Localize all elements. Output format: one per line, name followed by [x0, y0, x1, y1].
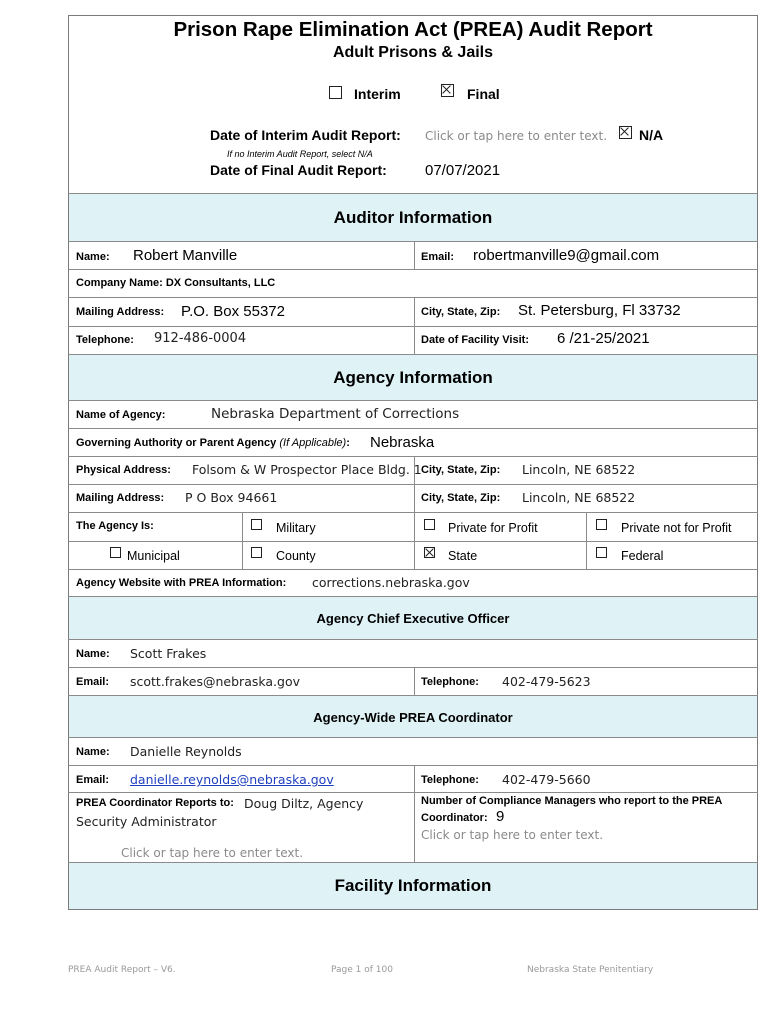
- coordinator-telephone-label: Telephone:: [421, 774, 479, 786]
- type-federal-checkbox[interactable]: [596, 547, 607, 558]
- footer-page-number: Page 1 of 100: [331, 965, 393, 975]
- agency-mailing-label: Mailing Address:: [76, 492, 165, 504]
- report-subtitle: Adult Prisons & Jails: [332, 44, 494, 61]
- coordinator-telephone[interactable]: 402-479-5660: [502, 772, 591, 787]
- coordinator-reports-to-label: PREA Coordinator Reports to:: [76, 797, 234, 809]
- coordinator-email-label: Email:: [76, 774, 110, 786]
- type-municipal-checkbox[interactable]: [110, 547, 121, 558]
- coordinator-reports-to-line1[interactable]: Doug Diltz, Agency: [244, 796, 364, 811]
- final-checkbox[interactable]: [441, 84, 454, 97]
- coordinator-email-link[interactable]: danielle.reynolds@nebraska.gov: [130, 772, 334, 787]
- agency-website[interactable]: corrections.nebraska.gov: [312, 575, 470, 590]
- na-label: N/A: [639, 127, 664, 143]
- agency-physical-csz[interactable]: Lincoln, NE 68522: [522, 462, 636, 477]
- ceo-telephone-label: Telephone:: [421, 676, 479, 688]
- managers-count[interactable]: 9: [496, 808, 505, 825]
- agency-mailing-csz[interactable]: Lincoln, NE 68522: [522, 490, 636, 505]
- type-federal-label: Federal: [621, 549, 664, 563]
- auditor-telephone[interactable]: 912-486-0004: [154, 331, 247, 346]
- auditor-csz-label: City, State, Zip:: [421, 306, 501, 318]
- auditor-name[interactable]: Robert Manville: [133, 247, 238, 264]
- agency-is-label: The Agency Is:: [76, 520, 154, 532]
- type-military-label: Military: [276, 521, 316, 535]
- agency-name[interactable]: Nebraska Department of Corrections: [211, 406, 460, 422]
- agency-physical-csz-label: City, State, Zip:: [421, 464, 501, 476]
- coordinator-reports-to-line2[interactable]: Security Administrator: [76, 814, 217, 829]
- coordinator-name[interactable]: Danielle Reynolds: [130, 744, 242, 759]
- report-title: Prison Rape Elimination Act (PREA) Audit Report: [173, 18, 653, 41]
- type-private-nonprofit-label: Private not for Profit: [621, 521, 732, 535]
- interim-note: If no Interim Audit Report, select N/A: [227, 149, 373, 159]
- ceo-section-title: Agency Chief Executive Officer: [316, 611, 510, 626]
- type-county-label: County: [276, 549, 316, 563]
- auditor-mailing[interactable]: P.O. Box 55372: [181, 303, 285, 320]
- agency-mailing[interactable]: P O Box 94661: [185, 490, 278, 505]
- auditor-email-label: Email:: [421, 251, 455, 263]
- interim-date-field[interactable]: Click or tap here to enter text.: [425, 129, 608, 143]
- agency-governing-note: (If Applicable): [279, 437, 347, 449]
- type-private-nonprofit-checkbox[interactable]: [596, 519, 607, 530]
- final-label: Final: [467, 86, 500, 102]
- managers-label-line1: Number of Compliance Managers who report to the PREA: [421, 795, 723, 807]
- type-county-checkbox[interactable]: [251, 547, 262, 558]
- final-date-label: Date of Final Audit Report:: [210, 162, 387, 178]
- agency-governing[interactable]: Nebraska: [370, 434, 435, 451]
- auditor-mailing-label: Mailing Address:: [76, 306, 165, 318]
- type-state-checkbox[interactable]: [424, 547, 435, 558]
- agency-governing-row: Governing Authority or Parent Agency (If Applicable):: [76, 437, 350, 449]
- interim-label: Interim: [354, 86, 401, 102]
- facility-section-title: Facility Information: [334, 876, 492, 895]
- interim-date-label: Date of Interim Audit Report:: [210, 127, 401, 143]
- agency-website-label: Agency Website with PREA Information:: [76, 577, 287, 589]
- agency-physical[interactable]: Folsom & W Prospector Place Bldg. 1: [192, 462, 422, 477]
- final-date-value[interactable]: 07/07/2021: [425, 162, 501, 179]
- auditor-visit[interactable]: 6 /21-25/2021: [557, 330, 650, 347]
- type-private-profit-checkbox[interactable]: [424, 519, 435, 530]
- coordinator-reports-placeholder[interactable]: Click or tap here to enter text.: [121, 846, 304, 860]
- auditor-name-label: Name:: [76, 251, 110, 263]
- coordinator-name-label: Name:: [76, 746, 110, 758]
- coordinator-section-title: Agency-Wide PREA Coordinator: [313, 710, 513, 725]
- auditor-csz[interactable]: St. Petersburg, Fl 33732: [518, 302, 681, 319]
- type-private-profit-label: Private for Profit: [448, 521, 538, 535]
- agency-section-title: Agency Information: [333, 368, 493, 387]
- ceo-email-label: Email:: [76, 676, 110, 688]
- agency-governing-label: Governing Authority or Parent Agency: [76, 437, 277, 449]
- footer-left: PREA Audit Report – V6.: [68, 965, 176, 975]
- agency-mailing-csz-label: City, State, Zip:: [421, 492, 501, 504]
- type-municipal-label: Municipal: [127, 549, 180, 563]
- interim-checkbox[interactable]: [329, 86, 342, 99]
- managers-label-line2: Coordinator:: [421, 812, 488, 824]
- auditor-company: Company Name: DX Consultants, LLC: [76, 277, 276, 289]
- ceo-email[interactable]: scott.frakes@nebraska.gov: [130, 674, 300, 689]
- na-checkbox[interactable]: [619, 126, 632, 139]
- type-military-checkbox[interactable]: [251, 519, 262, 530]
- auditor-email[interactable]: robertmanville9@gmail.com: [473, 247, 660, 264]
- agency-name-label: Name of Agency:: [76, 409, 166, 421]
- type-state-label: State: [448, 549, 478, 563]
- footer-right: Nebraska State Penitentiary: [527, 965, 654, 975]
- agency-physical-label: Physical Address:: [76, 464, 171, 476]
- ceo-name[interactable]: Scott Frakes: [130, 646, 207, 661]
- auditor-visit-label: Date of Facility Visit:: [421, 334, 529, 346]
- ceo-telephone[interactable]: 402-479-5623: [502, 674, 591, 689]
- auditor-section-title: Auditor Information: [333, 208, 493, 227]
- ceo-name-label: Name:: [76, 648, 110, 660]
- auditor-telephone-label: Telephone:: [76, 334, 134, 346]
- managers-placeholder[interactable]: Click or tap here to enter text.: [421, 828, 604, 842]
